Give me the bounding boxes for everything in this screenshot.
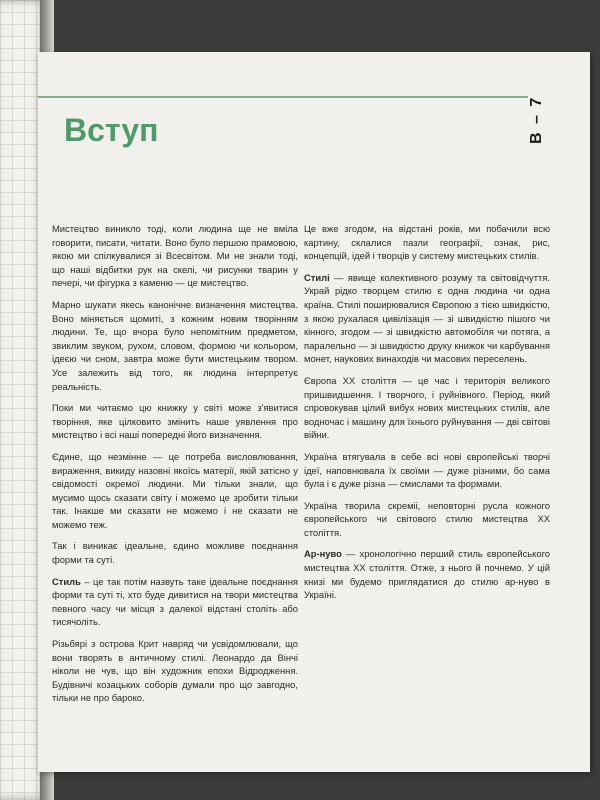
paragraph: Ар-нуво — хронологічно перший стиль європейського мистецтва XX століття. Отже, з нього й почнемо. У цій книзі ми будемо приглядатися до стилю ар-нуво в Україні. — [304, 548, 550, 601]
page-label: В – 7 — [528, 95, 545, 145]
paragraph: Стиль – це так потім назвуть таке ідеальне поєднання форми та суті ті, хто буде дивитися на твори мистецтва певного часу чи місця з далекої відстані століть або тисячоліть. — [52, 575, 298, 628]
paragraph: Різьбярі з острова Крит навряд чи усвідомлювали, що вони творять в античному стилі. Леонардо да Вінчі ніколи не чув, що він художник епохи Відродження. Будівничі козацьких соборів думали про що завгодно, тільки не про бароко. — [52, 638, 298, 704]
header-rule — [38, 96, 528, 98]
paragraph: Україна втягувала в себе всі нові європейські творчі ідеї, наповнювала їх своїми — дуже різними, бо сама була і є дуже різна — смислами та формами. — [304, 450, 550, 490]
term-art-nouveau: Ар-нуво — [304, 548, 342, 560]
paragraph: Марно шукати якесь канонічне визначення мистецтва. Воно міняється щомиті, з кожним новим творінням людини. Те, що вчора було непомітним предметом, звиклим звуком, рухом, словом, формою чи кольором, ідеєю чи сном, завтра може бути мистецьким твором. Усе залежить від того, як людина інтерпретує реальність. — [52, 298, 298, 392]
paragraph: Це вже згодом, на відстані років, ми побачили всю картину, склалися пазли географії, ознак, рис, концепцій, ідей і творців у систему мистецьких стилів. — [304, 223, 550, 262]
paragraph: Україна творила скреміі, неповторні русла кожного європейського чи світового стилю мистецтва XX століття. — [304, 499, 550, 538]
paragraph: Так і виникає ідеальне, єдино можливе поєднання форми та суті. — [52, 540, 298, 566]
paragraph: Поки ми читаємо цю книжку у світі може з'явитися творіння, яке цілковито змінить наше уявлення про мистецтво і всі наші попередні його визначення. — [52, 402, 298, 441]
term-style: Стиль — [52, 575, 81, 587]
term-styles: Стилі — [304, 271, 330, 283]
paragraph: Європа XX століття — це час і територія великого пришвидшення. І творчого, і руйнівного. Період, який спровокував цілий вибух нових мистецьких стилів, але водночас і машину для їхнього руйнування — дві світові війни. — [304, 374, 550, 441]
paragraph: Стилі — явище колективного розуму та світовідчуття. Украй рідко творцем стилю є одна людина чи одна країна. Стилі поширювалися Європою з тією швидкістю, з якою рухалася цивілізація — зі швидкістю пішого чи кінного, згодом — зі швидкістю автомобіля чи потяга, а паралельно — зі швидкістю друку книжок чи карбування монет, наукових винаходів чи масових переселень. — [304, 271, 550, 365]
right-column — [304, 222, 550, 610]
paragraph: Мистецтво виникло тоді, коли людина ще не вміла говорити, писати, читати. Воно було першою прамовою, якою ми спілкувалися зі Всесвітом. Ми не знали тоді, що наші відбитки рук на скелі, чи рисунки тварин у печері, чи фігурка з каменю — це мистецтво. — [52, 223, 298, 289]
page-title: Вступ — [64, 112, 159, 148]
left-column — [52, 222, 298, 713]
book-page — [38, 52, 590, 772]
paragraph: Єдине, що незмінне — це потреба висловлювання, вираження, викиду назовні якоїсь матерії, якій затісно у свідомості окремої людини. Ми тільки знали, що мусимо щось сказати світу і можемо це зробити тільки так. Інакше ми сказати не можемо і не сказати не можемо теж. — [52, 450, 298, 530]
